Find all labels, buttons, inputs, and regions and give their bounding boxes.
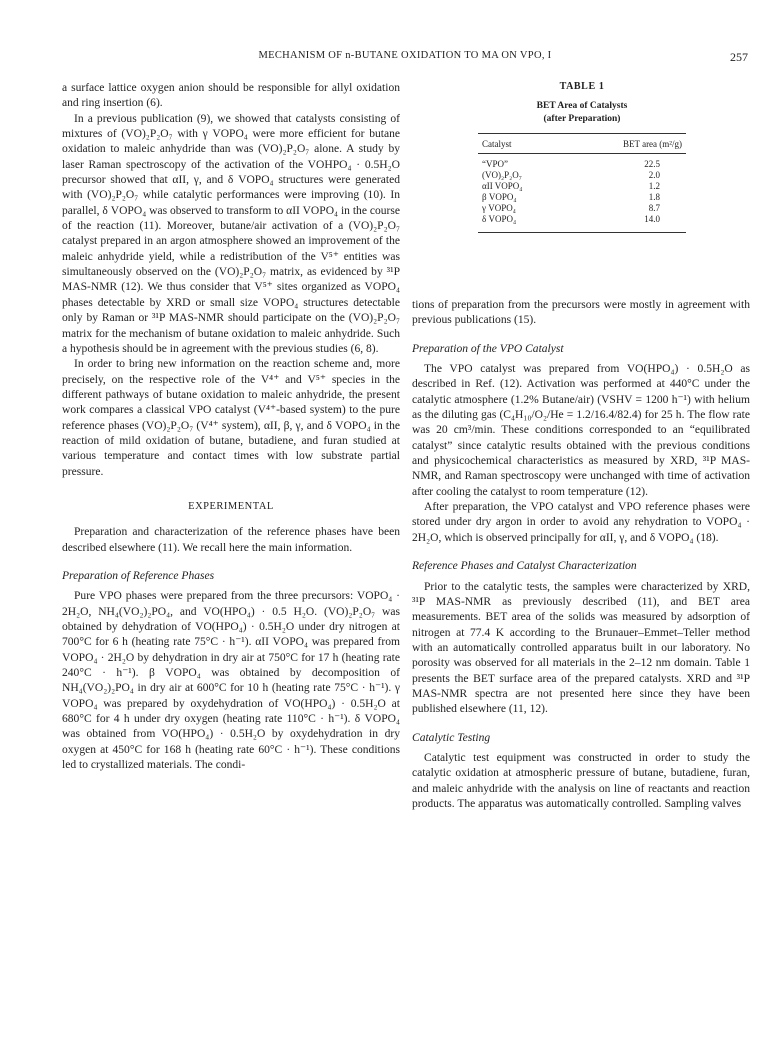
bet-area-cell: 22.5 [644, 159, 660, 169]
catalyst-cell: β VOPO₄ [482, 192, 517, 202]
bet-table [478, 133, 686, 233]
table-subcaption-line: BET Area of Catalysts [536, 101, 628, 111]
column-header-bet-area: BET area (m²/g) [565, 134, 686, 154]
page-header [62, 50, 748, 66]
table-caption: TABLE 1 [559, 81, 605, 92]
paragraph: Preparation and characterization of the reference phases have been described elsewhere (11). We recall here the main information. [62, 526, 400, 554]
subheading-reference-phases: Preparation of Reference Phases [62, 569, 215, 582]
section-heading-experimental: EXPERIMENTAL [188, 500, 274, 512]
catalyst-cell: αII VOPO₄ [482, 181, 523, 191]
bet-area-cell: 14.0 [644, 214, 660, 224]
paragraph: The VPO catalyst was prepared from VO(HPO₄) · 0.5H₂O as described in Ref. (12). Activation was performed at 440°C under the catalytic atmosphere (1.2% Butane/air) (VSHV = 1200 h⁻¹) with helium as the diluting gas (C₄H₁₀/O₂/He = 1.2/16.4/82.4) for 25 h. The flow rate was 20 cm³/min. These conditions corresponded to an “equilibrated catalyst” since catalytic results obtained with the previous conditions and physicochemical characteristics as measured by XRD, ³¹P MAS-NMR, and Raman spectroscopy were unchanged with time of activation after cooling the catalyst to room temperature (12). [412, 363, 750, 498]
right-column [412, 298, 750, 812]
catalyst-cell: “VPO” [482, 159, 508, 169]
paragraph: tions of preparation from the precursors were mostly in agreement with previous publications (15). [412, 299, 750, 327]
catalyst-cell: (VO)₂P₂O₇ [482, 170, 522, 180]
paragraph: Prior to the catalytic tests, the samples were characterized by XRD, ³¹P MAS-NMR as previously described (11), and BET area measurements. BET area of the solids was measured by adsorption of nitrogen at 77.4 K according to the Brunauer–Emmet–Teller method with an automatically controlled apparatus built in our laboratory. No porosity was observed for all materials in the 2–12 nm domain. Table 1 presents the BET surface area of the prepared catalysts. XRD and ³¹P MAS-NMR spectra are not presented here since they have been published elsewhere (11, 12). [412, 580, 750, 716]
bet-area-cell: 1.2 [648, 181, 660, 191]
paragraph: Catalytic test equipment was constructed in order to study the catalytic oxidation at atmospheric pressure of butane, butadiene, furan, and maleic anhydride with the analysis on line of reactants and reaction products. The apparatus was automatically controlled. Sampling valves [412, 751, 750, 810]
table-1 [478, 81, 686, 233]
catalyst-cell: γ VOPO₄ [482, 203, 516, 213]
catalyst-cell: δ VOPO₄ [482, 214, 517, 224]
table-row [478, 170, 686, 181]
paragraph: a surface lattice oxygen anion should be responsible for allyl oxidation and ring insertion (6). [62, 82, 400, 110]
bet-area-cell: 8.7 [648, 203, 660, 213]
table-row [478, 192, 686, 203]
table-row [478, 181, 686, 192]
page-number: 257 [730, 50, 748, 64]
table-row [478, 154, 686, 171]
paragraph: After preparation, the VPO catalyst and VPO reference phases were stored under dry argon in order to avoid any rehydration to VOPO₄ · 2H₂O, which is observed principally for αII, γ, and δ VOPO₄ (18). [412, 501, 750, 544]
subheading-characterization: Reference Phases and Catalyst Characterization [412, 560, 637, 573]
left-column [62, 81, 400, 773]
table-subcaption-line: (after Preparation) [543, 113, 621, 124]
bet-area-cell: 1.8 [648, 192, 660, 202]
bet-area-cell: 2.0 [648, 170, 660, 180]
column-header-catalyst: Catalyst [478, 134, 565, 154]
subheading-vpo-catalyst: Preparation of the VPO Catalyst [412, 342, 564, 355]
table-subcaption [478, 100, 686, 125]
subheading-catalytic-testing: Catalytic Testing [412, 731, 491, 744]
table-row [478, 214, 686, 233]
table-row [478, 203, 686, 214]
running-title: MECHANISM OF n-BUTANE OXIDATION TO MA ON VPO, I [258, 50, 552, 61]
paragraph: Pure VPO phases were prepared from the three precursors: VOPO₄ · 2H₂O, NH₄(VO₂)₂PO₄, and VO(HPO₄) · 0.5 H₂O. (VO)₂P₂O₇ was obtained by dehydration of VO(HPO₄) · 0.5H₂O under dry nitrogen at 700°C for 6 h (heating rate 75°C · h⁻¹). αII VOPO₄ was prepared from VOPO₄ · 2H₂O by dehydration in dry air at 750°C for 17 h (heating rate 240°C · h⁻¹). β VOPO₄ was obtained by decomposition of NH₄(VO₂)₂PO₄ in dry air at 600°C for 10 h (heating rate 75°C · h⁻¹). γ VOPO₄ was prepared by oxydehydration of VO(HPO₄) · 0.5H₂O at 680°C for 4 h under dry oxygen (heating rate 110°C · h⁻¹). δ VOPO₄ was obtained from VO(HPO₄) · 0.5H₂O by oxydehydration in dry oxygen at 450°C for 168 h (heating rate 60°C · h⁻¹). These conditions led to crystallized materials. The condi- [62, 590, 400, 772]
paragraph: In a previous publication (9), we showed that catalysts consisting of mixtures of (VO)₂P₂O₇ with γ VOPO₄ were more efficient for butane oxidation to maleic anhydride than was (VO)₂P₂O₇ alone. A study by laser Raman spectroscopy of the activation of the VOHPO₄ · 0.5H₂O precursor showed that αII, γ, and δ VOPO₄ structures were generated with (VO)₂P₂O₇ while catalytic performances were improving (10). In parallel, δ VOPO₄ was observed to transform to αII VOPO₄ in the course of the reaction (11). Moreover, butane/air activation of a (VO)₂P₂O₇ catalyst prepared in an argon atmosphere showed an improvement of the maleic anhydride yield, while a redistribution of the V⁵⁺ entities was simultaneously observed on the (VO)₂P₂O₇ matrix, as evidenced by ³¹P MAS-NMR (12). We thus consider that V⁵⁺ sites organized as VOPO₄ phases detectable by XRD or small size VOPO₄ structures detectable only by Raman or ³¹P MAS-NMR should participate on the (VO)₂P₂O₇ matrix for the mechanism of butane oxidation to maleic anhydride. Such a hypothesis should be in agreement with the previous studies (6, 8). [62, 112, 400, 355]
paragraph: In order to bring new information on the reaction scheme and, more precisely, on the respective role of the V⁴⁺ and V⁵⁺ species in the different pathways of butane oxidation to maleic anhydride, the present work compares a classical VPO catalyst (V⁴⁺-based system) to the pure reference phases (VO)₂P₂O₇ (V⁴⁺ system), αII, β, γ, and δ VOPO₄ in the reaction of mild oxidation of butane, butadiene, and furan studied at various temperature and contact times with low substrate partial pressure. [62, 358, 400, 478]
